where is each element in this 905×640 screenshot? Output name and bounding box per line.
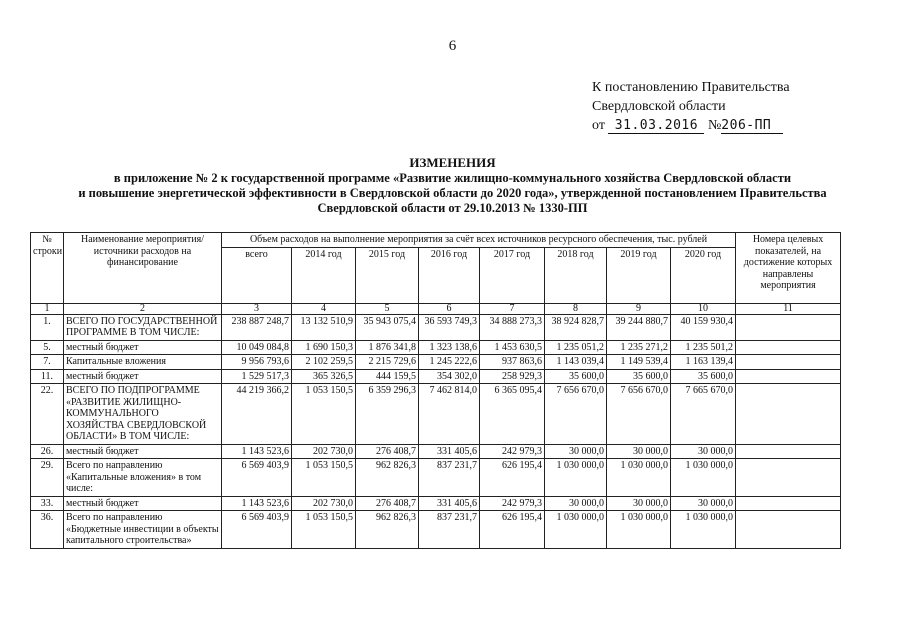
targets-cell — [736, 355, 841, 370]
value-cell: 2 215 729,6 — [356, 355, 419, 370]
value-cell: 1 053 150,5 — [292, 384, 356, 445]
value-cell: 1 235 051,2 — [545, 340, 607, 355]
value-cell: 38 924 828,7 — [545, 314, 607, 340]
number-label: № — [707, 118, 722, 133]
value-cell: 276 408,7 — [356, 496, 419, 511]
value-cell: 1 235 271,2 — [607, 340, 671, 355]
value-cell: 626 195,4 — [480, 511, 545, 549]
value-cell: 36 593 749,3 — [419, 314, 480, 340]
value-cell: 1 030 000,0 — [545, 459, 607, 497]
row-number-cell: 36. — [31, 511, 64, 549]
targets-cell — [736, 496, 841, 511]
value-cell: 242 979,3 — [480, 444, 545, 459]
heading-title: ИЗМЕНЕНИЯ — [409, 155, 496, 170]
value-cell: 1 053 150,5 — [292, 459, 356, 497]
value-cell: 1 143 039,4 — [545, 355, 607, 370]
value-cell: 354 302,0 — [419, 369, 480, 384]
value-cell: 202 730,0 — [292, 444, 356, 459]
value-cell: 1 030 000,0 — [607, 459, 671, 497]
approval-date: 31.03.2016 — [608, 118, 704, 134]
row-name-cell: местный бюджет — [64, 444, 222, 459]
value-cell: 6 365 095,4 — [480, 384, 545, 445]
value-cell: 34 888 273,3 — [480, 314, 545, 340]
value-cell: 35 600,0 — [671, 369, 736, 384]
table-row — [31, 496, 841, 511]
index-cell: 7 — [480, 303, 545, 314]
index-cell: 6 — [419, 303, 480, 314]
index-cell: 11 — [736, 303, 841, 314]
targets-cell — [736, 511, 841, 549]
index-cell: 2 — [64, 303, 222, 314]
page-number: 6 — [448, 38, 457, 54]
value-cell: 276 408,7 — [356, 444, 419, 459]
value-cell: 44 219 366,2 — [222, 384, 292, 445]
value-cell: 202 730,0 — [292, 496, 356, 511]
value-cell: 7 665 670,0 — [671, 384, 736, 445]
row-name-cell: местный бюджет — [64, 369, 222, 384]
value-cell: 238 887 248,7 — [222, 314, 292, 340]
header-year-total: всего — [222, 247, 292, 303]
value-cell: 30 000,0 — [671, 496, 736, 511]
index-cell: 1 — [31, 303, 64, 314]
value-cell: 444 159,5 — [356, 369, 419, 384]
table-row — [31, 340, 841, 355]
table-row — [31, 384, 841, 445]
index-cell: 8 — [545, 303, 607, 314]
row-number-cell: 7. — [31, 355, 64, 370]
value-cell: 35 600,0 — [607, 369, 671, 384]
header-row-1 — [31, 233, 841, 248]
value-cell: 6 569 403,9 — [222, 459, 292, 497]
targets-cell — [736, 459, 841, 497]
changes-table — [30, 232, 841, 549]
row-name-cell: местный бюджет — [64, 496, 222, 511]
value-cell: 331 405,6 — [419, 444, 480, 459]
targets-cell — [736, 314, 841, 340]
table-row — [31, 511, 841, 549]
index-cell: 9 — [607, 303, 671, 314]
heading-line-1: в приложение № 2 к государственной программе «Развитие жилищно-коммунального хозяйства Свердловской области — [113, 171, 792, 185]
table-body — [31, 314, 841, 548]
header-year-2015: 2015 год — [356, 247, 419, 303]
row-number-cell: 11. — [31, 369, 64, 384]
targets-cell — [736, 384, 841, 445]
value-cell: 40 159 930,4 — [671, 314, 736, 340]
value-cell: 1 453 630,5 — [480, 340, 545, 355]
header-year-2020: 2020 год — [671, 247, 736, 303]
value-cell: 937 863,6 — [480, 355, 545, 370]
value-cell: 1 529 517,3 — [222, 369, 292, 384]
row-number-cell: 22. — [31, 384, 64, 445]
index-cell: 10 — [671, 303, 736, 314]
approval-date-line — [592, 116, 790, 135]
value-cell: 6 569 403,9 — [222, 511, 292, 549]
value-cell: 30 000,0 — [607, 444, 671, 459]
value-cell: 258 929,3 — [480, 369, 545, 384]
row-name-cell: Всего по направлению «Капитальные вложения» в том числе: — [64, 459, 222, 497]
header-name: Наименование мероприятия/источники расходов на финансирование — [64, 233, 222, 304]
value-cell: 7 462 814,0 — [419, 384, 480, 445]
index-cell: 4 — [292, 303, 356, 314]
header-targets: Номера целевых показателей, на достижение которых направлены мероприятия — [736, 233, 841, 304]
row-name-cell: ВСЕГО ПО ПОДПРОГРАММЕ «РАЗВИТИЕ ЖИЛИЩНО-КОММУНАЛЬНОГО ХОЗЯЙСТВА СВЕРДЛОВСКОЙ ОБЛАСТИ» В ТОМ ЧИСЛЕ: — [64, 384, 222, 445]
header-year-2018: 2018 год — [545, 247, 607, 303]
value-cell: 9 956 793,6 — [222, 355, 292, 370]
row-number-cell: 26. — [31, 444, 64, 459]
value-cell: 30 000,0 — [671, 444, 736, 459]
targets-cell — [736, 369, 841, 384]
header-year-2019: 2019 год — [607, 247, 671, 303]
value-cell: 1 143 523,6 — [222, 496, 292, 511]
index-cell: 3 — [222, 303, 292, 314]
targets-cell — [736, 340, 841, 355]
value-cell: 1 245 222,6 — [419, 355, 480, 370]
value-cell: 242 979,3 — [480, 496, 545, 511]
from-label: от — [592, 118, 605, 133]
value-cell: 1 030 000,0 — [671, 459, 736, 497]
value-cell: 1 323 138,6 — [419, 340, 480, 355]
value-cell: 1 053 150,5 — [292, 511, 356, 549]
value-cell: 7 656 670,0 — [607, 384, 671, 445]
table-row — [31, 369, 841, 384]
value-cell: 7 656 670,0 — [545, 384, 607, 445]
header-year-2014: 2014 год — [292, 247, 356, 303]
approval-number: 206-ПП — [721, 118, 783, 134]
value-cell: 30 000,0 — [607, 496, 671, 511]
value-cell: 1 030 000,0 — [545, 511, 607, 549]
row-name-cell: ВСЕГО ПО ГОСУДАРСТВЕННОЙ ПРОГРАММЕ В ТОМ ЧИСЛЕ: — [64, 314, 222, 340]
value-cell: 626 195,4 — [480, 459, 545, 497]
value-cell: 1 235 501,2 — [671, 340, 736, 355]
value-cell: 10 049 084,8 — [222, 340, 292, 355]
value-cell: 13 132 510,9 — [292, 314, 356, 340]
value-cell: 1 690 150,3 — [292, 340, 356, 355]
value-cell: 365 326,5 — [292, 369, 356, 384]
table-row — [31, 355, 841, 370]
targets-cell — [736, 444, 841, 459]
value-cell: 2 102 259,5 — [292, 355, 356, 370]
document-heading — [30, 155, 875, 216]
value-cell: 30 000,0 — [545, 496, 607, 511]
header-volume: Объем расходов на выполнение мероприятия за счёт всех источников ресурсного обеспечения, тыс. рублей — [222, 233, 736, 248]
value-cell: 1 876 341,8 — [356, 340, 419, 355]
value-cell: 39 244 880,7 — [607, 314, 671, 340]
value-cell: 837 231,7 — [419, 511, 480, 549]
value-cell: 1 030 000,0 — [671, 511, 736, 549]
row-number-cell: 1. — [31, 314, 64, 340]
table-row — [31, 314, 841, 340]
value-cell: 1 030 000,0 — [607, 511, 671, 549]
row-number-cell: 33. — [31, 496, 64, 511]
header-row-no: № строки — [31, 233, 64, 304]
table-row — [31, 444, 841, 459]
table-row — [31, 459, 841, 497]
row-number-cell: 29. — [31, 459, 64, 497]
row-name-cell: Капитальные вложения — [64, 355, 222, 370]
approval-line-1: К постановлению Правительства — [592, 80, 790, 95]
value-cell: 1 149 539,4 — [607, 355, 671, 370]
value-cell: 962 826,3 — [356, 459, 419, 497]
value-cell: 1 143 523,6 — [222, 444, 292, 459]
value-cell: 1 163 139,4 — [671, 355, 736, 370]
heading-line-2: и повышение энергетической эффективности в Свердловской области до 2020 года», утвержденной постановлением Правительства — [78, 186, 827, 200]
value-cell: 6 359 296,3 — [356, 384, 419, 445]
approval-block — [592, 78, 790, 135]
index-cell: 5 — [356, 303, 419, 314]
header-year-2016: 2016 год — [419, 247, 480, 303]
row-number-cell: 5. — [31, 340, 64, 355]
row-name-cell: местный бюджет — [64, 340, 222, 355]
value-cell: 35 943 075,4 — [356, 314, 419, 340]
approval-line-2: Свердловской области — [592, 99, 726, 114]
column-index-row — [31, 303, 841, 314]
row-name-cell: Всего по направлению «Бюджетные инвестиции в объекты капитального строительства» — [64, 511, 222, 549]
value-cell: 837 231,7 — [419, 459, 480, 497]
value-cell: 35 600,0 — [545, 369, 607, 384]
value-cell: 962 826,3 — [356, 511, 419, 549]
value-cell: 30 000,0 — [545, 444, 607, 459]
heading-line-3: Свердловской области от 29.10.2013 № 1330-ПП — [317, 201, 588, 215]
value-cell: 331 405,6 — [419, 496, 480, 511]
header-year-2017: 2017 год — [480, 247, 545, 303]
